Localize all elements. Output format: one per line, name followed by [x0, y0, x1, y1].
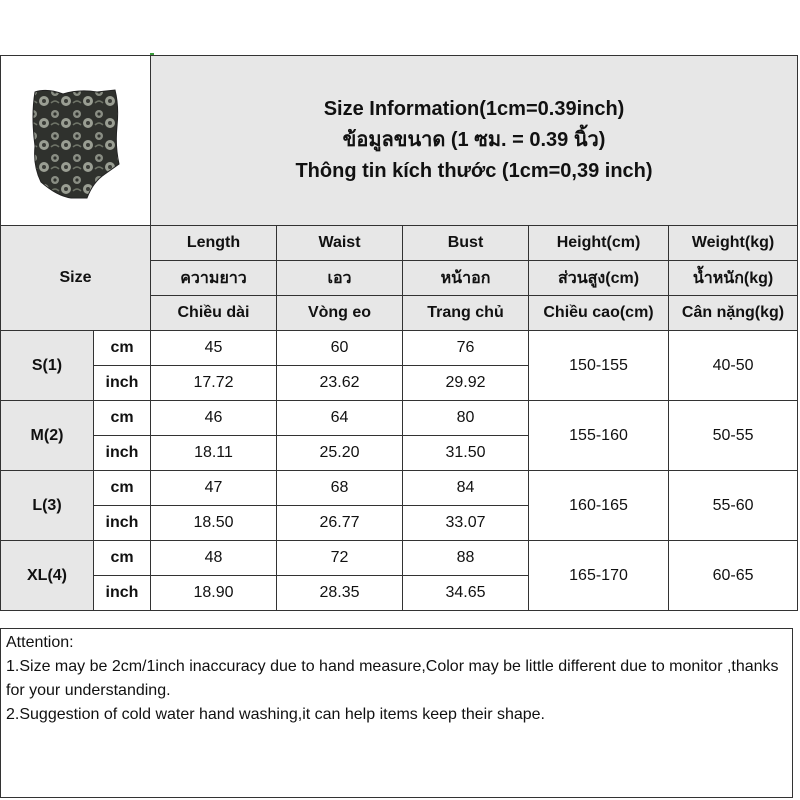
weight-range: 55-60 — [669, 471, 798, 541]
col-waist-th: เอว — [277, 261, 403, 296]
table-row — [1, 471, 798, 506]
length-cm: 45 — [151, 331, 277, 366]
title-vietnamese: Thông tin kích thước (1cm=0,39 inch) — [295, 160, 653, 182]
table-row — [1, 541, 798, 576]
length-cm: 46 — [151, 401, 277, 436]
bust-inch: 29.92 — [403, 366, 529, 401]
col-waist-vi: Vòng eo — [277, 296, 403, 331]
waist-cm: 72 — [277, 541, 403, 576]
size-name-l: L(3) — [1, 471, 94, 541]
height-range: 160-165 — [529, 471, 669, 541]
waist-inch: 23.62 — [277, 366, 403, 401]
product-image — [27, 86, 127, 201]
unit-inch: inch — [94, 576, 151, 611]
size-info-title-cell — [151, 56, 798, 226]
height-range: 155-160 — [529, 401, 669, 471]
table-row — [1, 331, 798, 366]
size-name-m: M(2) — [1, 401, 94, 471]
waist-cm: 68 — [277, 471, 403, 506]
unit-inch: inch — [94, 436, 151, 471]
unit-inch: inch — [94, 506, 151, 541]
waist-inch: 28.35 — [277, 576, 403, 611]
weight-range: 60-65 — [669, 541, 798, 611]
weight-range: 50-55 — [669, 401, 798, 471]
col-bust-en: Bust — [403, 226, 529, 261]
table-row — [1, 401, 798, 436]
col-bust-th: หน้าอก — [403, 261, 529, 296]
col-height-en: Height(cm) — [529, 226, 669, 261]
waist-inch: 26.77 — [277, 506, 403, 541]
waist-cm: 60 — [277, 331, 403, 366]
size-name-xl: XL(4) — [1, 541, 94, 611]
bust-cm: 76 — [403, 331, 529, 366]
unit-cm: cm — [94, 471, 151, 506]
attention-notes — [0, 628, 793, 798]
unit-inch: inch — [94, 366, 151, 401]
length-inch: 17.72 — [151, 366, 277, 401]
unit-cm: cm — [94, 541, 151, 576]
col-length-vi: Chiều dài — [151, 296, 277, 331]
length-inch: 18.50 — [151, 506, 277, 541]
waist-cm: 64 — [277, 401, 403, 436]
notes-line-1: 1.Size may be 2cm/1inch inaccuracy due to hand measure,Color may be little different due to monitor ,thanks for your understanding. — [6, 658, 779, 699]
unit-cm: cm — [94, 401, 151, 436]
waist-inch: 25.20 — [277, 436, 403, 471]
size-chart-sheet — [0, 55, 800, 800]
col-waist-en: Waist — [277, 226, 403, 261]
length-inch: 18.11 — [151, 436, 277, 471]
col-height-th: ส่วนสูง(cm) — [529, 261, 669, 296]
bust-cm: 88 — [403, 541, 529, 576]
notes-heading: Attention: — [6, 634, 74, 651]
bust-inch: 31.50 — [403, 436, 529, 471]
height-range: 150-155 — [529, 331, 669, 401]
title-english: Size Information(1cm=0.39inch) — [323, 98, 625, 120]
bust-inch: 34.65 — [403, 576, 529, 611]
col-weight-th: น้ำหนัก(kg) — [669, 261, 798, 296]
bust-inch: 33.07 — [403, 506, 529, 541]
bust-cm: 80 — [403, 401, 529, 436]
size-table — [0, 55, 798, 611]
col-weight-en: Weight(kg) — [669, 226, 798, 261]
bust-cm: 84 — [403, 471, 529, 506]
length-cm: 47 — [151, 471, 277, 506]
notes-line-2: 2.Suggestion of cold water hand washing,it can help items keep their shape. — [6, 706, 545, 723]
size-name-s: S(1) — [1, 331, 94, 401]
col-weight-vi: Cân nặng(kg) — [669, 296, 798, 331]
product-photo-cell — [1, 56, 151, 226]
weight-range: 40-50 — [669, 331, 798, 401]
col-height-vi: Chiều cao(cm) — [529, 296, 669, 331]
height-range: 165-170 — [529, 541, 669, 611]
title-thai: ข้อมูลขนาด (1 ซม. = 0.39 นิ้ว) — [342, 129, 606, 151]
col-bust-vi: Trang chủ — [403, 296, 529, 331]
unit-cm: cm — [94, 331, 151, 366]
col-length-en: Length — [151, 226, 277, 261]
length-inch: 18.90 — [151, 576, 277, 611]
col-length-th: ความยาว — [151, 261, 277, 296]
length-cm: 48 — [151, 541, 277, 576]
size-column-label: Size — [1, 226, 151, 331]
